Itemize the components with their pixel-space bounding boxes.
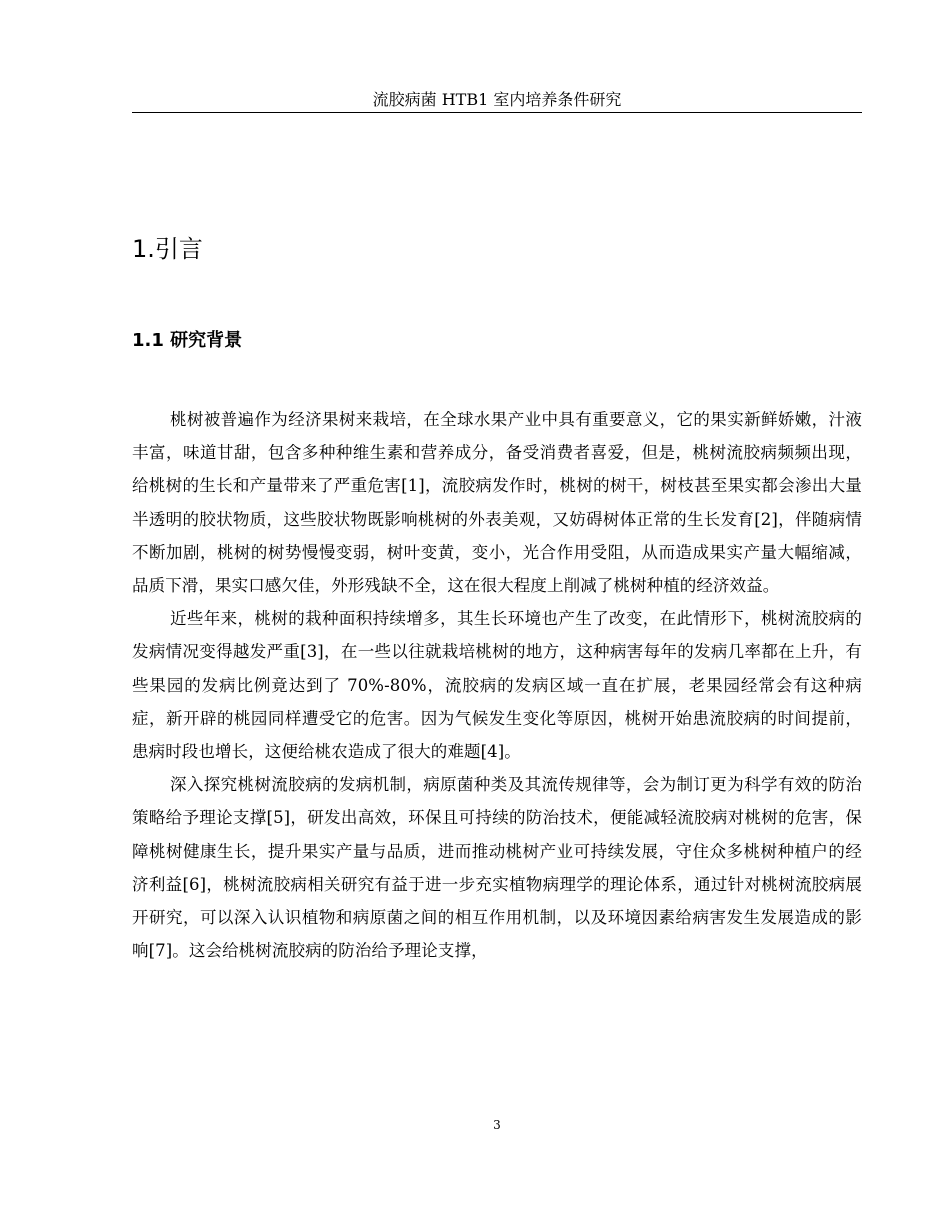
page-number: 3 (493, 1118, 501, 1132)
paragraph-2: 近些年来，桃树的栽种面积持续增多，其生长环境也产生了改变，在此情形下，桃树流胶病的发病情况变得越发严重[3]，在一些以往就栽培桃树的地方，这种病害每年的发病几率都在上升，有些果园的发病比例竟达到了 70%-80%，流胶病的发病区域一直在扩展，老果园经常会有这种病症，新开辟的桃园同样遭受它的危害。因为气候发生变化等原因，桃树开始患流胶病的时间提前，患病时段也增长，这便给桃农造成了很大的难题[4]。 (132, 609, 862, 762)
running-header: 流胶病菌 HTB1 室内培养条件研究 (372, 90, 622, 109)
paragraph-3: 深入探究桃树流胶病的发病机制，病原菌种类及其流传规律等，会为制订更为科学有效的防治策略给予理论支撑[5]，研发出高效，环保且可持续的防治技术，便能减轻流胶病对桃树的危害，保障桃树健康生长，提升果实产量与品质，进而推动桃树产业可持续发展，守住众多桃树种植户的经济利益[6]，桃树流胶病相关研究有益于进一步充实植物病理学的理论体系，通过针对桃树流胶病展开研究，可以深入认识植物和病原菌之间的相互作用机制，以及环境因素给病害发生发展造成的影响[7]。这会给桃树流胶病的防治给予理论支撑， (132, 775, 862, 961)
paragraph-1: 桃树被普遍作为经济果树来栽培，在全球水果产业中具有重要意义，它的果实新鲜娇嫩，汁液丰富，味道甘甜，包含多种种维生素和营养成分，备受消费者喜爱，但是，桃树流胶病频频出现，给桃树的生长和产量带来了严重危害[1]，流胶病发作时，桃树的树干，树枝甚至果实都会渗出大量半透明的胶状物质，这些胶状物既影响桃树的外表美观，又妨碍树体正常的生长发育[2]，伴随病情不断加剧，桃树的树势慢慢变弱，树叶变黄，变小，光合作用受阻，从而造成果实产量大幅缩减，品质下滑，果实口感欠佳，外形残缺不全，这在很大程度上削减了桃树种植的经济效益。 (132, 410, 862, 596)
body-text (132, 403, 862, 967)
chapter-title: 1.引言 (132, 235, 203, 263)
section-title: 1.1 研究背景 (132, 330, 243, 351)
header-rule (132, 112, 862, 113)
